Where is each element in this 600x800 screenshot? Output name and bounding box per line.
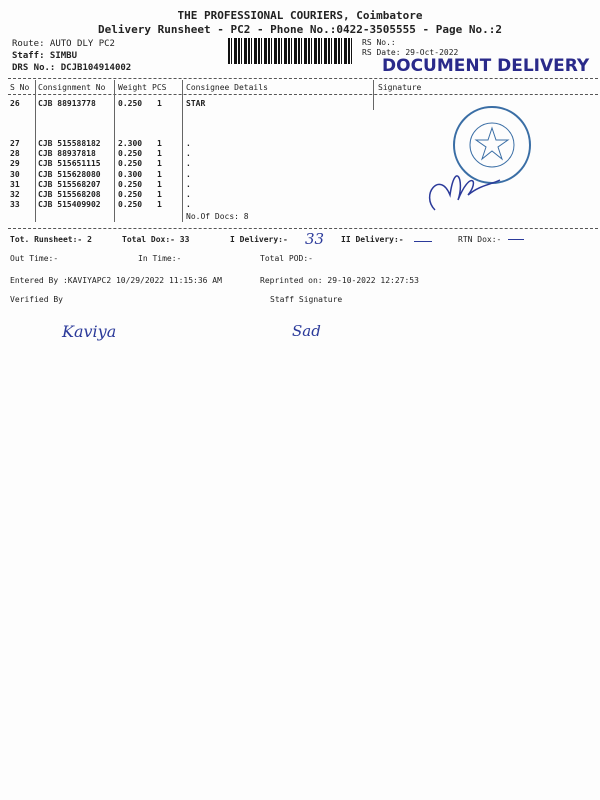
cell-pcs: 1 [157,200,162,210]
rs-date: RS Date: 29-Oct-2022 [362,48,459,57]
col-consignment: Consignment No [38,83,106,92]
cell-pcs: 1 [157,139,162,148]
cell-consignee: . [186,149,191,159]
company-title: THE PROFESSIONAL COURIERS, Coimbatore [177,9,423,22]
barcode [228,38,353,64]
col-weight: Weight [118,83,147,92]
cell-consignee: . [186,139,191,148]
cell-consignee: STAR [186,99,206,108]
cell-sno: 26 [10,99,20,108]
col-line [373,80,374,110]
cell-consignee: . [186,179,191,189]
out-time: Out Time:- [10,254,59,263]
cell-pcs: 1 [157,99,162,108]
cell-cons: CJB 515628080 [38,169,101,179]
no-of-docs: No.Of Docs: 8 [186,212,249,221]
insurance-seal-stamp [410,100,540,225]
document-delivery-stamp: DOCUMENT DELIVERY [382,56,590,76]
cell-weight: 0.250 [118,190,143,199]
i-delivery: I Delivery:- [230,235,288,244]
cell-pcs: 1 [157,179,162,189]
col-pcs: PCS [152,83,167,92]
staff: Staff: SIMBU [12,51,78,61]
cell-cons: CJB 515568208 [38,190,101,199]
cell-pcs: 1 [157,149,162,159]
cell-weight: 0.250 [118,179,143,189]
cell-consignee: . [186,169,191,179]
verified-by: Verified By [10,295,63,304]
ii-delivery: II Delivery:- [341,235,404,244]
in-time: In Time:- [138,254,182,263]
cell-pcs: 1 [157,169,162,179]
staff-signature: Sad [292,322,321,340]
total-dox: Total Dox:- 33 [122,235,190,244]
cell-cons: CJB 515588182 [38,139,101,148]
cell-sno: 32 [10,190,20,199]
dash-mark [508,239,524,240]
cell-cons: CJB 88937818 [38,149,96,159]
cell-cons: CJB 515568207 [38,179,101,189]
cell-pcs: 1 [157,159,162,169]
rs-no: RS No.: [362,38,396,47]
divider [8,78,598,79]
drs-no: DRS No.: DCJB104914002 [12,63,132,73]
col-line [182,80,183,222]
cell-weight: 0.250 [118,149,143,159]
cell-consignee: . [186,190,191,199]
i-delivery-handwritten: 33 [305,230,325,248]
cell-sno: 33 [10,200,20,210]
dash-mark [414,241,432,242]
cell-weight: 0.250 [118,159,143,169]
cell-weight: 0.250 [118,200,143,210]
cell-cons: CJB 515651115 [38,159,101,169]
rtn-dox: RTN Dox:- [458,235,502,244]
cell-sno: 30 [10,169,20,179]
cell-sno: 27 [10,139,20,148]
cell-weight: 0.300 [118,169,143,179]
col-line [114,80,115,222]
cell-weight: 0.250 [118,99,143,108]
cell-consignee: . [186,159,191,169]
tot-runsheet: Tot. Runsheet:- 2 [10,235,92,244]
reprinted-on: Reprinted on: 29-10-2022 12:27:53 [260,276,419,285]
verified-signature: Kaviya [62,322,117,341]
cell-sno: 28 [10,149,20,159]
col-sno: S No [10,83,30,92]
runsheet-subtitle: Delivery Runsheet - PC2 - Phone No.:0422-3505555 - Page No.:2 [98,23,502,36]
entered-by: Entered By :KAVIYAPC2 10/29/2022 11:15:36 AM [10,276,222,285]
cell-cons: CJB 515409902 [38,200,101,210]
col-consignee: Consignee Details [186,83,268,92]
cell-weight: 2.300 [118,139,143,148]
cell-consignee: . [186,200,191,210]
cell-cons: CJB 88913778 [38,99,96,108]
cell-pcs: 1 [157,190,162,199]
cell-sno: 29 [10,159,20,169]
total-pod: Total POD:- [260,254,313,263]
staff-signature-label: Staff Signature [270,295,343,304]
route: Route: AUTO DLY PC2 [12,39,115,49]
cell-sno: 31 [10,179,20,189]
divider [8,94,598,95]
col-line [35,80,36,222]
col-signature: Signature [378,83,422,92]
divider [8,228,598,229]
